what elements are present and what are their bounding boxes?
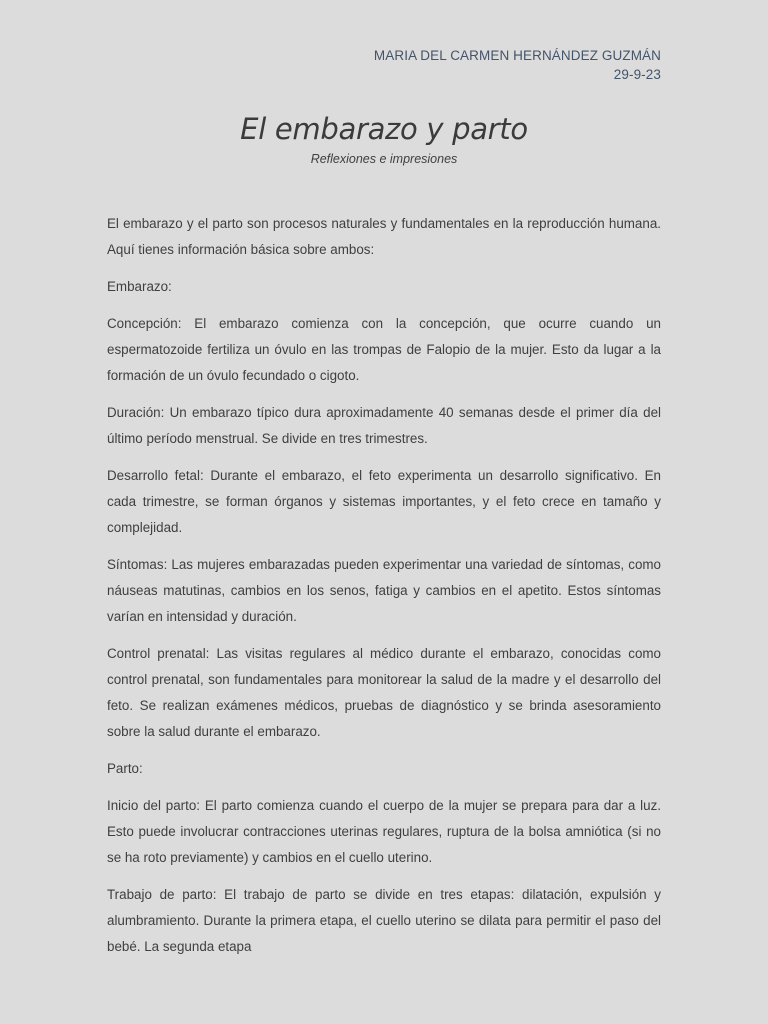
paragraph-desarrollo-fetal: Desarrollo fetal: Durante el embarazo, el feto experimenta un desarrollo significativo. En cada trimestre, se forman órganos y sistemas importantes, y el feto crece en tamaño y complejidad.	[107, 467, 661, 536]
document-header	[374, 46, 661, 84]
section-heading-embarazo: Embarazo:	[107, 278, 172, 294]
paragraph-concepcion: Concepción: El embarazo comienza con la concepción, que ocurre cuando un espermatozoide fertiliza un óvulo en las trompas de Falopio de la mujer. Esto da lugar a la formación de un óvulo fecundado o cigoto.	[107, 315, 661, 384]
document-title: El embarazo y parto	[240, 112, 528, 146]
paragraph-control-prenatal: Control prenatal: Las visitas regulares al médico durante el embarazo, conocidas como control prenatal, son fundamentales para monitorear la salud de la madre y el desarrollo del feto. Se realizan exámenes médicos, pruebas de diagnóstico y se brinda asesoramiento sobre la salud durante el embarazo.	[107, 645, 661, 740]
paragraph-sintomas: Síntomas: Las mujeres embarazadas pueden experimentar una variedad de síntomas, como náuseas matutinas, cambios en los senos, fatiga y cambios en el apetito. Estos síntomas varían en intensidad y duración.	[107, 556, 661, 625]
document-body	[107, 211, 661, 971]
paragraph-duracion: Duración: Un embarazo típico dura aproximadamente 40 semanas desde el primer día del último período menstrual. Se divide en tres trimestres.	[107, 404, 661, 446]
paragraph-inicio-parto: Inicio del parto: El parto comienza cuando el cuerpo de la mujer se prepara para dar a luz. Esto puede involucrar contracciones uterinas regulares, ruptura de la bolsa amniótica (si no se ha roto previamente) y cambios en el cuello uterino.	[107, 797, 661, 866]
title-block	[0, 110, 768, 167]
document-date: 29-9-23	[613, 67, 661, 82]
author-name: MARIA DEL CARMEN HERNÁNDEZ GUZMÁN	[373, 48, 661, 63]
paragraph-intro: El embarazo y el parto son procesos naturales y fundamentales en la reproducción humana. Aquí tienes información básica sobre ambos:	[107, 216, 661, 258]
paragraph-trabajo-parto: Trabajo de parto: El trabajo de parto se divide en tres etapas: dilatación, expulsión y alumbramiento. Durante la primera etapa, el cuello uterino se dilata para permitir el paso del bebé. La segunda etapa	[107, 886, 661, 955]
section-heading-parto: Parto:	[107, 761, 143, 777]
document-subtitle: Reflexiones e impresiones	[310, 152, 458, 166]
